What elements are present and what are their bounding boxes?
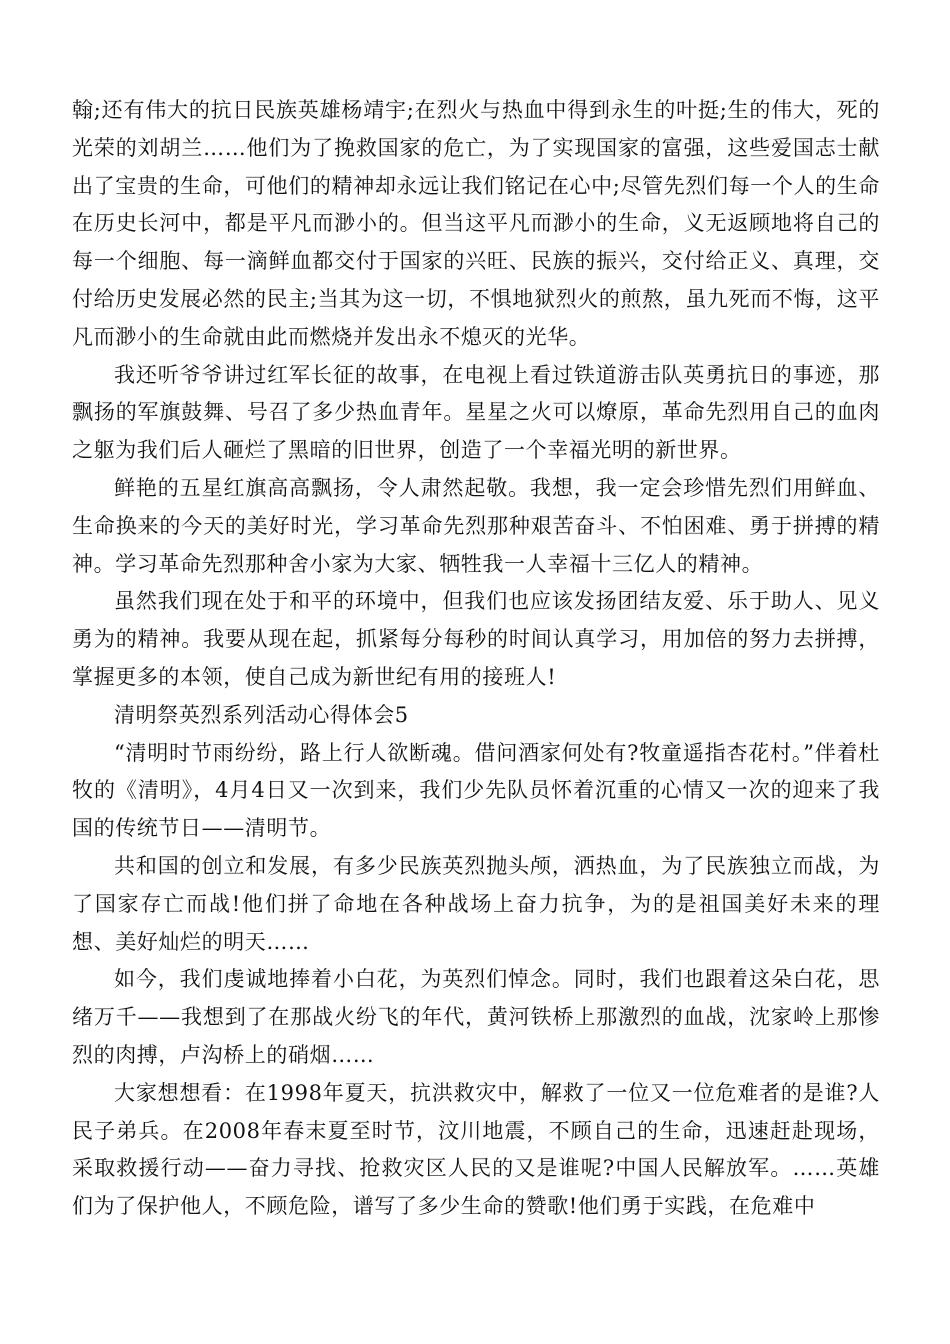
- paragraph: 我还听爷爷讲过红军长征的故事，在电视上看过铁道游击队英勇抗日的事迹，那飘扬的军旗鼓舞、号召了多少热血青年。星星之火可以燎原，革命先烈用自己的血肉之躯为我们后人砸烂了黑暗的旧世界，创造了一个幸福光明的新世界。: [72, 362, 880, 463]
- paragraph: 大家想想看：在1998年夏天，抗洪救灾中，解救了一位又一位危难者的是谁?人民子弟兵。在2008年春末夏至时节，汶川地震，不顾自己的生命，迅速赶赴现场，采取救援行动——奋力寻找、抢救灾区人民的又是谁呢?中国人民解放军。……英雄们为了保护他人，不顾危险，谱写了多少生命的赞歌!他们勇于实践，在危难中: [72, 1080, 880, 1219]
- document-body: [72, 92, 880, 1226]
- paragraph: 如今，我们虔诚地捧着小白花，为英烈们悼念。同时，我们也跟着这朵白花，思绪万千——我想到了在那战火纷飞的年代，黄河铁桥上那激烈的血战，沈家岭上那惨烈的肉搏，卢沟桥上的硝烟……: [72, 967, 880, 1067]
- paragraph: “清明时节雨纷纷，路上行人欲断魂。借问酒家何处有?牧童遥指杏花村。”伴着杜牧的《清明》，4月4日又一次到来，我们少先队员怀着沉重的心情又一次的迎来了我国的传统节日——清明节。: [72, 740, 880, 841]
- paragraph: 共和国的创立和发展，有多少民族英烈抛头颅，洒热血，为了民族独立而战，为了国家存亡而战!他们拼了命地在各种战场上奋力抗争，为的是祖国美好未来的理想、美好灿烂的明天……: [72, 853, 880, 954]
- paragraph-continuation: 翰;还有伟大的抗日民族英雄杨靖宇;在烈火与热血中得到永生的叶挺;生的伟大，死的光荣的刘胡兰……他们为了挽救国家的危亡，为了实现国家的富强，这些爱国志士献出了宝贵的生命，可他们的精神却永远让我们铭记在心中;尽管先烈们每一个人的生命在历史长河中，都是平凡而渺小的。但当这平凡而渺小的生命，义无返顾地将自己的每一个细胞、每一滴鲜血都交付于国家的兴旺、民族的振兴，交付给正义、真理，交付给历史发展必然的民主;当其为这一切，不惧地狱烈火的煎熬，虽九死而不悔，这平凡而渺小的生命就由此而燃烧并发出永不熄灭的光华。: [72, 98, 880, 349]
- section-heading: 清明祭英烈系列活动心得体会5: [114, 702, 409, 727]
- paragraph: 鲜艳的五星红旗高高飘扬，令人肃然起敬。我想，我一定会珍惜先烈们用鲜血、生命换来的今天的美好时光，学习革命先烈那种艰苦奋斗、不怕困难、勇于拼搏的精神。学习革命先烈那种舍小家为大家、牺牲我一人幸福十三亿人的精神。: [72, 475, 880, 576]
- paragraph: 虽然我们现在处于和平的环境中，但我们也应该发扬团结友爱、乐于助人、见义勇为的精神。我要从现在起，抓紧每分每秒的时间认真学习，用加倍的努力去拼搏，掌握更多的本领，使自己成为新世纪有用的接班人!: [72, 589, 880, 689]
